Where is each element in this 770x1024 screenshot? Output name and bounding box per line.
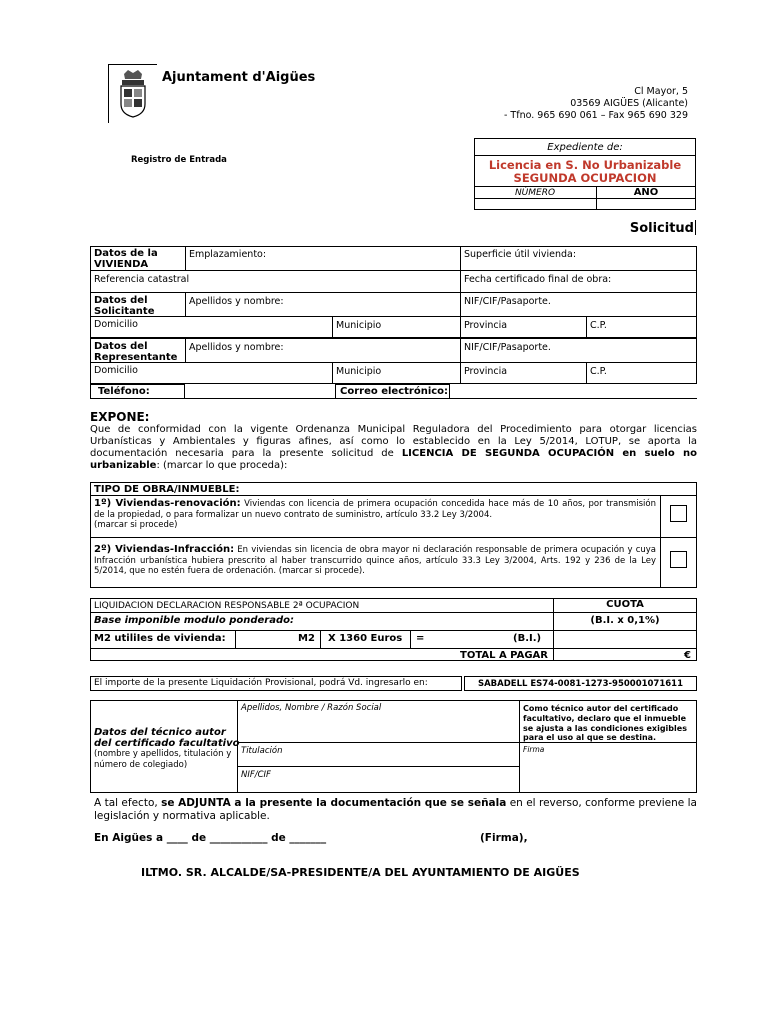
ano-field[interactable]	[597, 199, 695, 209]
address-line-1: Cl Mayor, 5	[634, 86, 688, 97]
municipality-name: Ajuntament d'Aigües	[162, 70, 316, 85]
cuota-label: CUOTA	[606, 599, 644, 610]
solicitante-label-1: Datos del	[94, 295, 148, 306]
tecnico-nif-field[interactable]: NIF/CIF	[241, 770, 271, 780]
total-euro[interactable]: €	[684, 650, 691, 661]
expone-text: Que de conformidad con la vigente Ordenanza Municipal Reguladora del Procedimiento para otorgar licencias Urbanísticas y Ambientales y figuras afines, así como lo establecido en la Ley 5/2014, LOTUP, se aporta la documentación necesaria para la presente solicitud de LICENCIA DE SEGUNDA OCUPACIÓN en suelo no urbanizable: (marcar lo que proceda):	[90, 424, 697, 471]
address-line-2: 03569 AIGÜES (Alicante)	[570, 98, 688, 109]
base-imponible-label: Base imponible modulo ponderado:	[94, 615, 294, 626]
x1360-label: X 1360 Euros	[328, 633, 403, 644]
adjunta-text: A tal efecto, se ADJUNTA a la presente la documentación que se señala en el reverso, conforme previene la legislación y normativa aplicable.	[94, 797, 697, 822]
option-1-checkbox[interactable]	[670, 505, 687, 522]
solicitante-label-2: Solicitante	[94, 306, 155, 317]
fecha-certificado-field[interactable]: Fecha certificado final de obra:	[464, 274, 612, 285]
solicitante-provincia-field[interactable]: Provincia	[464, 320, 508, 331]
solicitante-cp-field[interactable]: C.P.	[590, 320, 607, 331]
superficie-field[interactable]: Superficie útil vivienda:	[464, 249, 577, 260]
correo-field[interactable]	[451, 385, 696, 398]
representante-label-1: Datos del	[94, 341, 148, 352]
registro-entrada-label: Registro de Entrada	[131, 155, 227, 165]
tecnico-label-1: Datos del técnico autor	[94, 727, 226, 738]
vivienda-label-1: Datos de la	[94, 248, 158, 259]
coat-of-arms-icon	[116, 70, 150, 118]
referencia-catastral-field[interactable]: Referencia catastral	[94, 274, 190, 285]
emplazamiento-field[interactable]: Emplazamiento:	[189, 249, 267, 260]
telefono-field[interactable]	[186, 385, 334, 398]
option-2-checkbox[interactable]	[670, 551, 687, 568]
liquidacion-title: LIQUIDACION DECLARACION RESPONSABLE 2ª OCUPACION	[94, 601, 360, 611]
vivienda-label-2: VIVIENDA	[94, 259, 149, 270]
numero-field[interactable]	[475, 199, 595, 209]
representante-section	[90, 338, 697, 384]
representante-municipio-field[interactable]: Municipio	[336, 366, 382, 377]
representante-provincia-field[interactable]: Provincia	[464, 366, 508, 377]
m2-field[interactable]	[237, 632, 295, 646]
solicitante-domicilio-field[interactable]: Domicilio	[94, 319, 138, 330]
option-2-text: 2º) Viviendas-Infracción: En viviendas sin licencia de obra mayor ni declaración responsable de primera ocupación y cuya Infracción urbanística hubiera prescrito al haber transcurrido quince años, artículo 33.3 Ley 3/2004, Arts. 192 y 236 de la Ley 5/2014, que no estén fuera de ordenación. (marcar si procede).	[94, 544, 657, 576]
tecnico-firma-field[interactable]: Firma	[523, 745, 545, 754]
representante-cp-field[interactable]: C.P.	[590, 366, 607, 377]
solicitante-section	[90, 292, 697, 338]
expediente-title-1: Licencia en S. No Urbanizable	[488, 158, 682, 172]
tecnico-note: (nombre y apellidos, titulación y número de colegiado)	[94, 749, 232, 770]
expone-title: EXPONE:	[90, 410, 150, 424]
m2-utiles-label: M2 utiliIes de vivienda:	[94, 633, 226, 644]
tecnico-apellidos-field[interactable]: Apellidos, Nombre / Razón Social	[241, 703, 382, 713]
tecnico-declaration: Como técnico autor del certificado facultativo, declaro que el inmueble se ajusta a las condiciones exigibles para el uso al que se destina.	[523, 704, 687, 743]
representante-nif-field[interactable]: NIF/CIF/Pasaporte.	[464, 342, 551, 353]
address-line-3: - Tfno. 965 690 061 – Fax 965 690 329	[503, 110, 688, 121]
footer-recipient: ILTMO. SR. ALCALDE/SA-PRESIDENTE/A DEL AYUNTAMIENTO DE AIGÜES	[141, 866, 580, 879]
expediente-label: Expediente de:	[547, 142, 623, 153]
representante-label-2: Representante	[94, 352, 178, 363]
representante-domicilio-field[interactable]: Domicilio	[94, 365, 138, 376]
solicitud-title: Solicitud	[629, 221, 694, 236]
representante-apellidos-field[interactable]: Apellidos y nombre:	[189, 342, 284, 353]
solicitante-nif-field[interactable]: NIF/CIF/Pasaporte.	[464, 296, 551, 307]
m2-unit: M2	[298, 633, 315, 644]
solicitante-municipio-field[interactable]: Municipio	[336, 320, 382, 331]
equals-sign: =	[416, 633, 425, 644]
total-a-pagar-label: TOTAL A PAGAR	[460, 650, 548, 661]
expediente-title-2: SEGUNDA OCUPACION	[513, 171, 657, 185]
cuota-result-field[interactable]	[555, 632, 695, 646]
option-1-text: 1º) Viviendas-renovación: Viviendas con licencia de primera ocupación concedida hace más de 10 años, por transmisión de la propiedad, o para formalizar un nuevo contrato de suministro, artículo 33.2 Ley 3/2004. (marcar si procede)	[94, 498, 656, 530]
fecha-line[interactable]: En Aigües a ____ de ___________ de _______	[94, 832, 327, 844]
telefono-label: Teléfono:	[98, 386, 150, 397]
tecnico-label-2: del certificado facultativo	[94, 738, 240, 749]
tipo-obra-title: TIPO DE OBRA/INMUEBLE:	[94, 484, 240, 495]
tecnico-titulacion-field[interactable]: Titulación	[241, 746, 283, 756]
correo-label: Correo electrónico:	[340, 386, 449, 397]
numero-label: NÚMERO	[514, 188, 556, 198]
bi-result: (B.I.)	[513, 633, 542, 644]
bank-account: SABADELL ES74-0081-1273-950001071611	[477, 679, 684, 689]
firma-label: (Firma),	[480, 832, 528, 844]
bi-formula: (B.I. x 0,1%)	[590, 615, 660, 626]
ano-label: AÑO	[633, 187, 659, 198]
ingreso-text: El importe de la presente Liquidación Provisional, podrá Vd. ingresarlo en:	[94, 678, 428, 688]
solicitante-apellidos-field[interactable]: Apellidos y nombre:	[189, 296, 284, 307]
